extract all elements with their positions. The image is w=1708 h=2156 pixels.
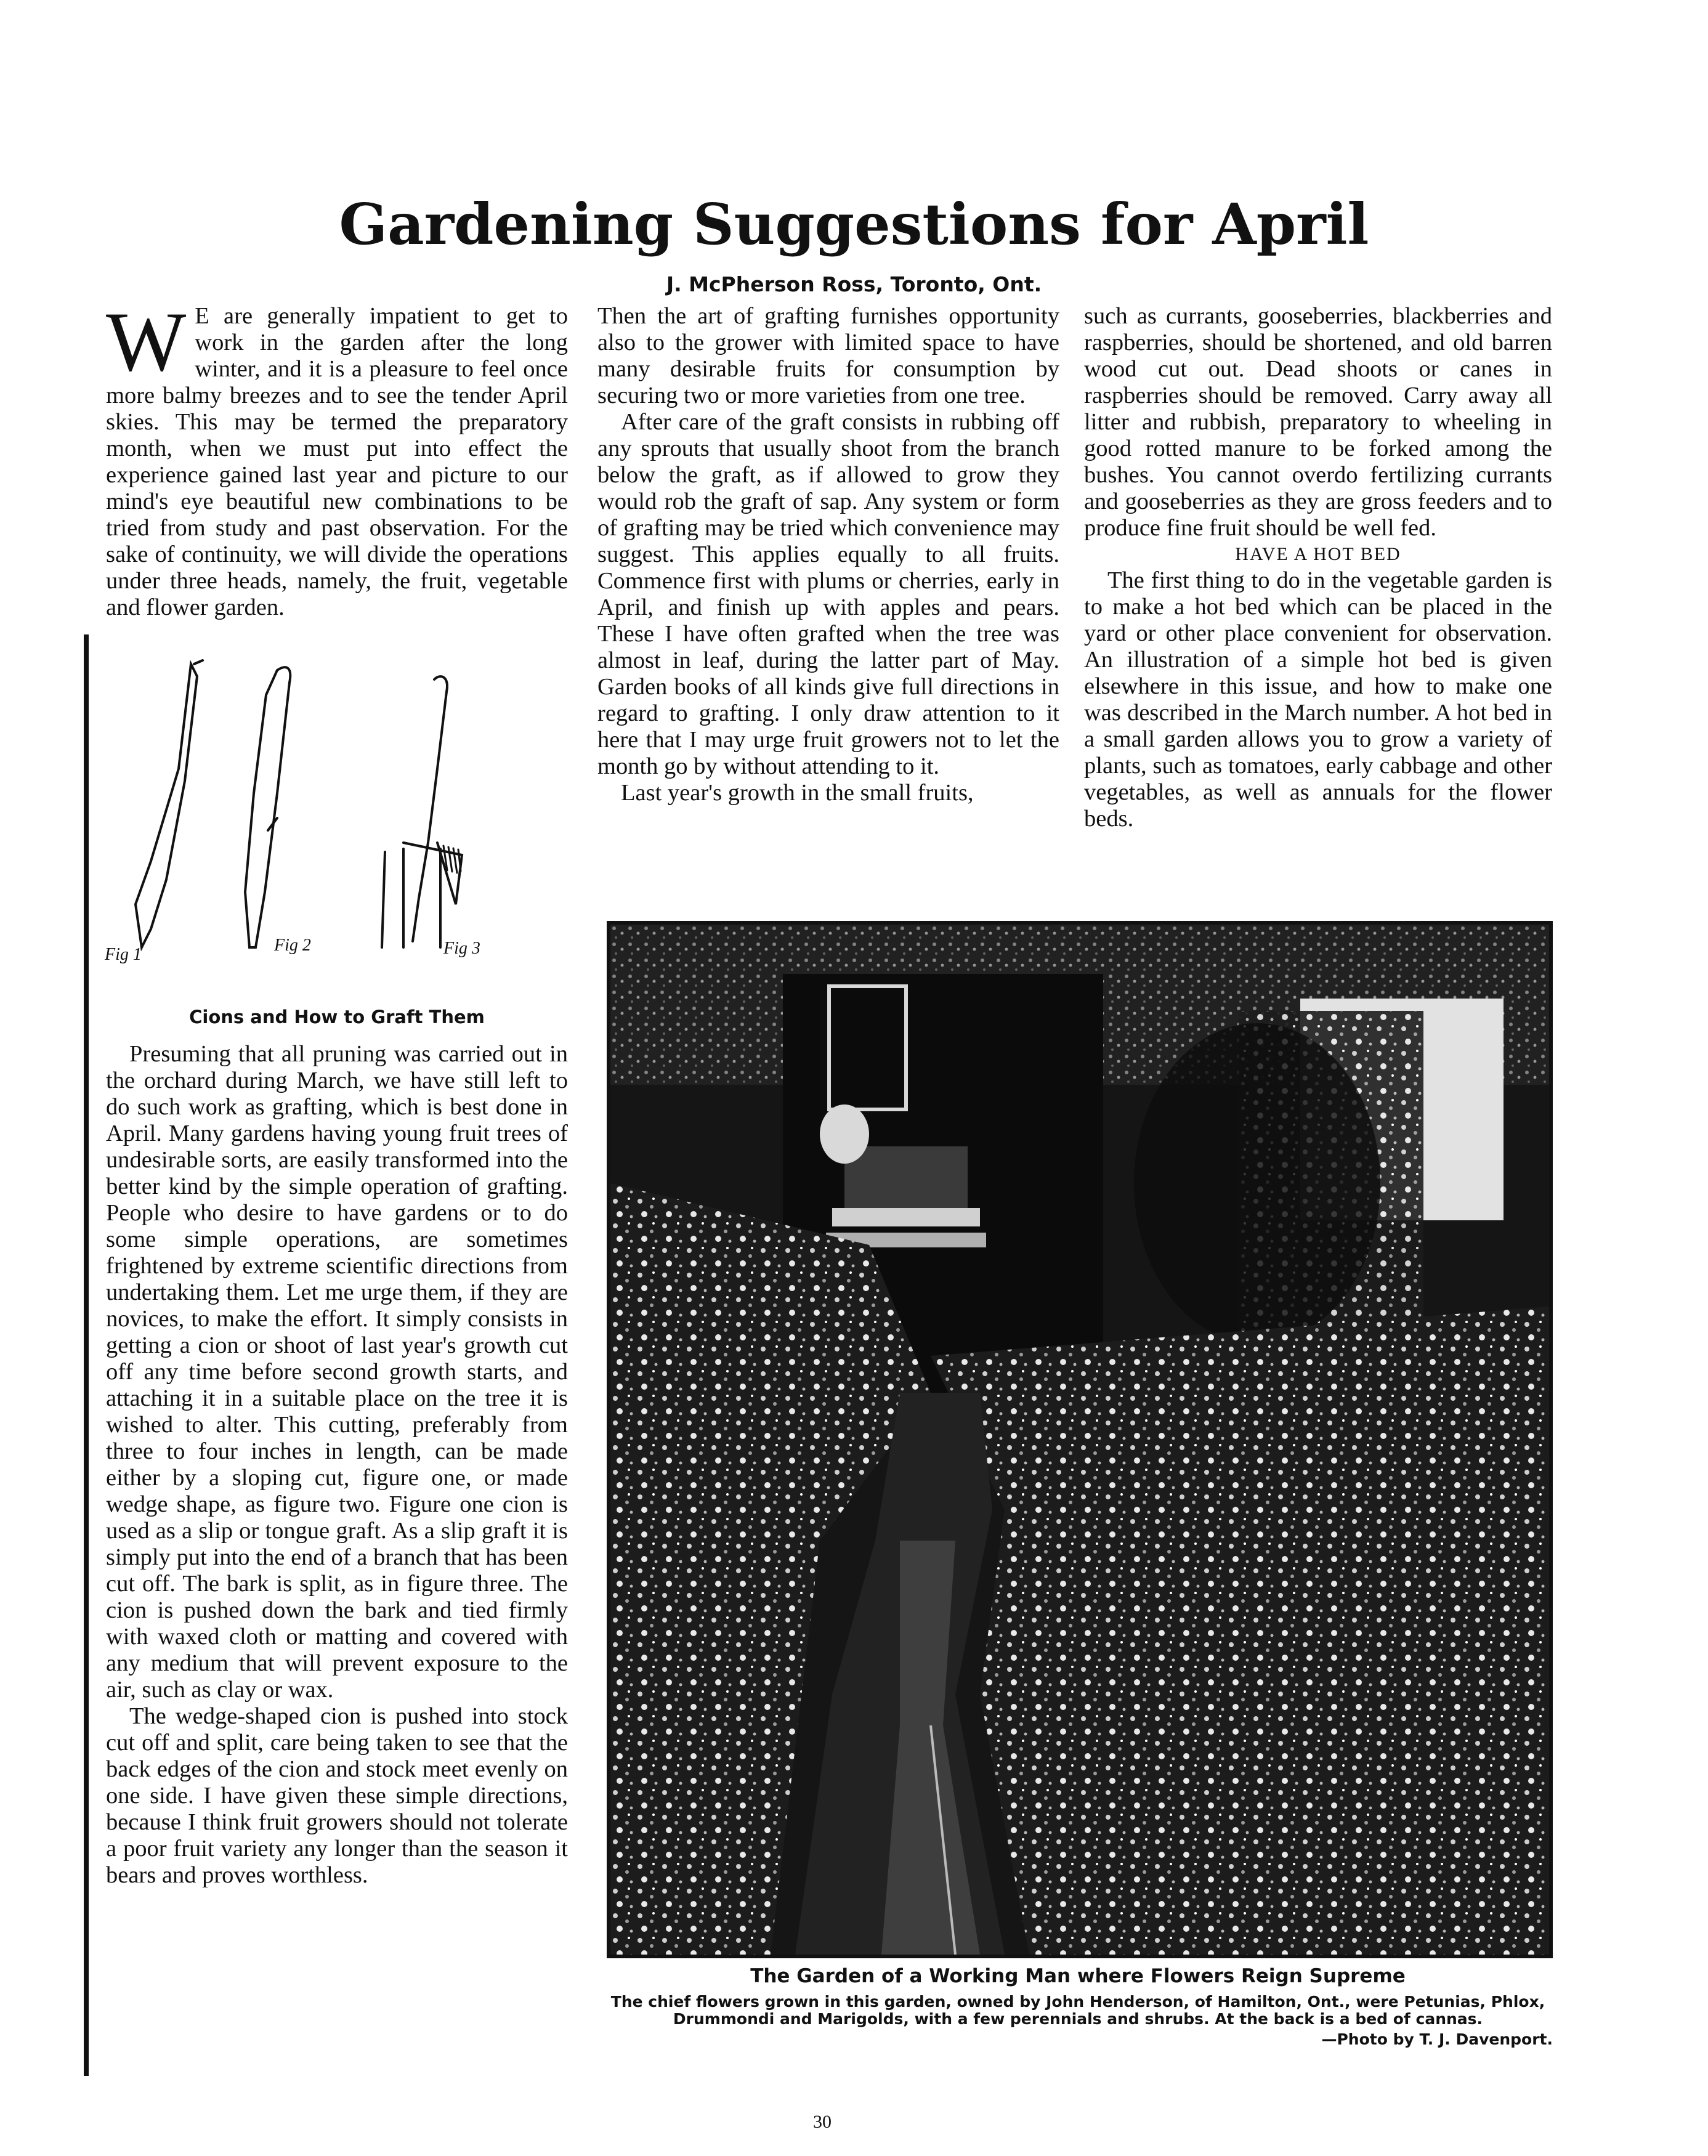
paragraph: The first thing to do in the vegetable garden is to make a hot bed which can be placed in the yard or other place convenient for observation. An illustration of a simple hot bed is given elsewhere in this issue, and how to make one was described in the March number. A hot bed in a small garden allows you to grow a variety of plants, such as tomatoes, early cabbage and other vegetables, as well as annuals for the flower beds. — [1084, 567, 1552, 832]
cion-fig-3 — [413, 676, 447, 941]
column-3 — [1084, 303, 1552, 832]
section-subhead: HAVE A HOT BED — [1235, 544, 1401, 564]
fig-3-label: Fig 3 — [443, 939, 480, 958]
intro-text: E are generally impatient to get to work in the garden after the long winter, and it is a pleasure to feel once more balmy breezes and to see the tender April skies. This may be termed the preparatory month, when we must put into effect the experience gained last year and picture to our mind's eye beautiful new combinations to be tried from study and past observation. For the sake of continuity, we will divide the operations under three heads, namely, the fruit, vegetable and flower garden. — [106, 303, 568, 620]
grafting-illustration — [92, 658, 573, 978]
paragraph: After care of the graft consists in rubbing off any sprouts that usually shoot from the branch below the graft, as if allowed to grow they would rob the graft of sap. Any system or form of grafting may be tried which convenience may suggest. This applies equally to all fruits. Commence first with plums or cherries, early in April, and finish up with apples and pears. These I have often grafted when the tree was almost in leaf, during the latter part of May. Garden books of all kinds give full directions in regard to grafting. I only draw attention to it here that I may urge fruit growers not to let the month go by without attending to it. — [597, 409, 1059, 779]
paragraph: Last year's growth in the small fruits, — [621, 780, 974, 806]
column-2 — [597, 303, 1059, 806]
garden-photo-art — [610, 925, 1549, 1955]
drop-cap: W — [106, 294, 187, 389]
cion-fig-1 — [136, 664, 197, 947]
fig-1-label: Fig 1 — [105, 945, 142, 964]
figure-caption: Cions and How to Graft Them — [189, 1007, 485, 1027]
cion-fig-2 — [245, 667, 290, 947]
article-byline: J. McPherson Ross, Toronto, Ont. — [666, 272, 1042, 296]
margin-rule — [84, 634, 89, 2076]
column-1-body — [106, 1041, 568, 1889]
fig-2-label: Fig 2 — [274, 936, 311, 955]
paragraph: Presuming that all pruning was carried out in the orchard during March, we have still left to do such work as grafting, which is best done in April. Many gardens having young fruit trees of undesirable sorts, are easily transformed into the better kind by the simple operation of grafting. People who desire to have gardens or to do some simple operations, are sometimes frightened by extreme scientific directions from undertaking them. Let me urge them, if they are novices, to make the effort. It simply consists in getting a cion or shoot of last year's growth cut off any time before second growth starts, and attaching it in a suitable place on the tree it is wished to alter. This cutting, preferably from three to four inches in length, can be made either by a sloping cut, figure one, or made wedge shape, as figure two. Figure one cion is used as a slip or tongue graft. As a slip graft it is simply put into the end of a branch that has been cut off. The bark is split, as in figure three. The cion is pushed down the bark and tied firmly with waxed cloth or matting and covered with any medium that will prevent exposure to the air, such as clay or wax. — [106, 1041, 568, 1703]
photo-credit: —Photo by T. J. Davenport. — [1321, 2030, 1553, 2048]
intro-paragraph — [106, 294, 568, 621]
page-number: 30 — [813, 2112, 832, 2132]
photo-caption-text: The chief flowers grown in this garden, owned by John Henderson, of Hamilton, Ont., were Petunias, Phlox, Drummondi and Marigolds, with a few perennials and shrubs. At the back is a bed of cannas. — [610, 1993, 1545, 2028]
paragraph: The wedge-shaped cion is pushed into stock cut off and split, care being taken to see that the back edges of the cion and stock meet evenly on one side. I have given these simple directions, because I think fruit growers should not tolerate a poor fruit variety any longer than the season it bears and proves worthless. — [106, 1703, 568, 1888]
paragraph: such as currants, gooseberries, blackberries and raspberries, should be shortened, and old barren wood cut out. Dead shoots or canes in raspberries should be removed. Carry away all litter and rubbish, preparatory to wheeling in good rotted manure to be forked among the bushes. You cannot overdo fertilizing currants and gooseberries as they are gross feeders and to produce fine fruit should be well fed. — [1084, 303, 1552, 541]
photo-caption-title: The Garden of a Working Man where Flowers Reign Supreme — [750, 1965, 1406, 1987]
column-1-intro — [106, 294, 568, 621]
article-title: Gardening Suggestions for April — [339, 191, 1369, 257]
garden-photo — [607, 921, 1553, 1958]
paragraph: Then the art of grafting furnishes opportunity also to the grower with limited space to have many desirable fruits for consumption by securing two or more varieties from one tree. — [597, 303, 1059, 408]
